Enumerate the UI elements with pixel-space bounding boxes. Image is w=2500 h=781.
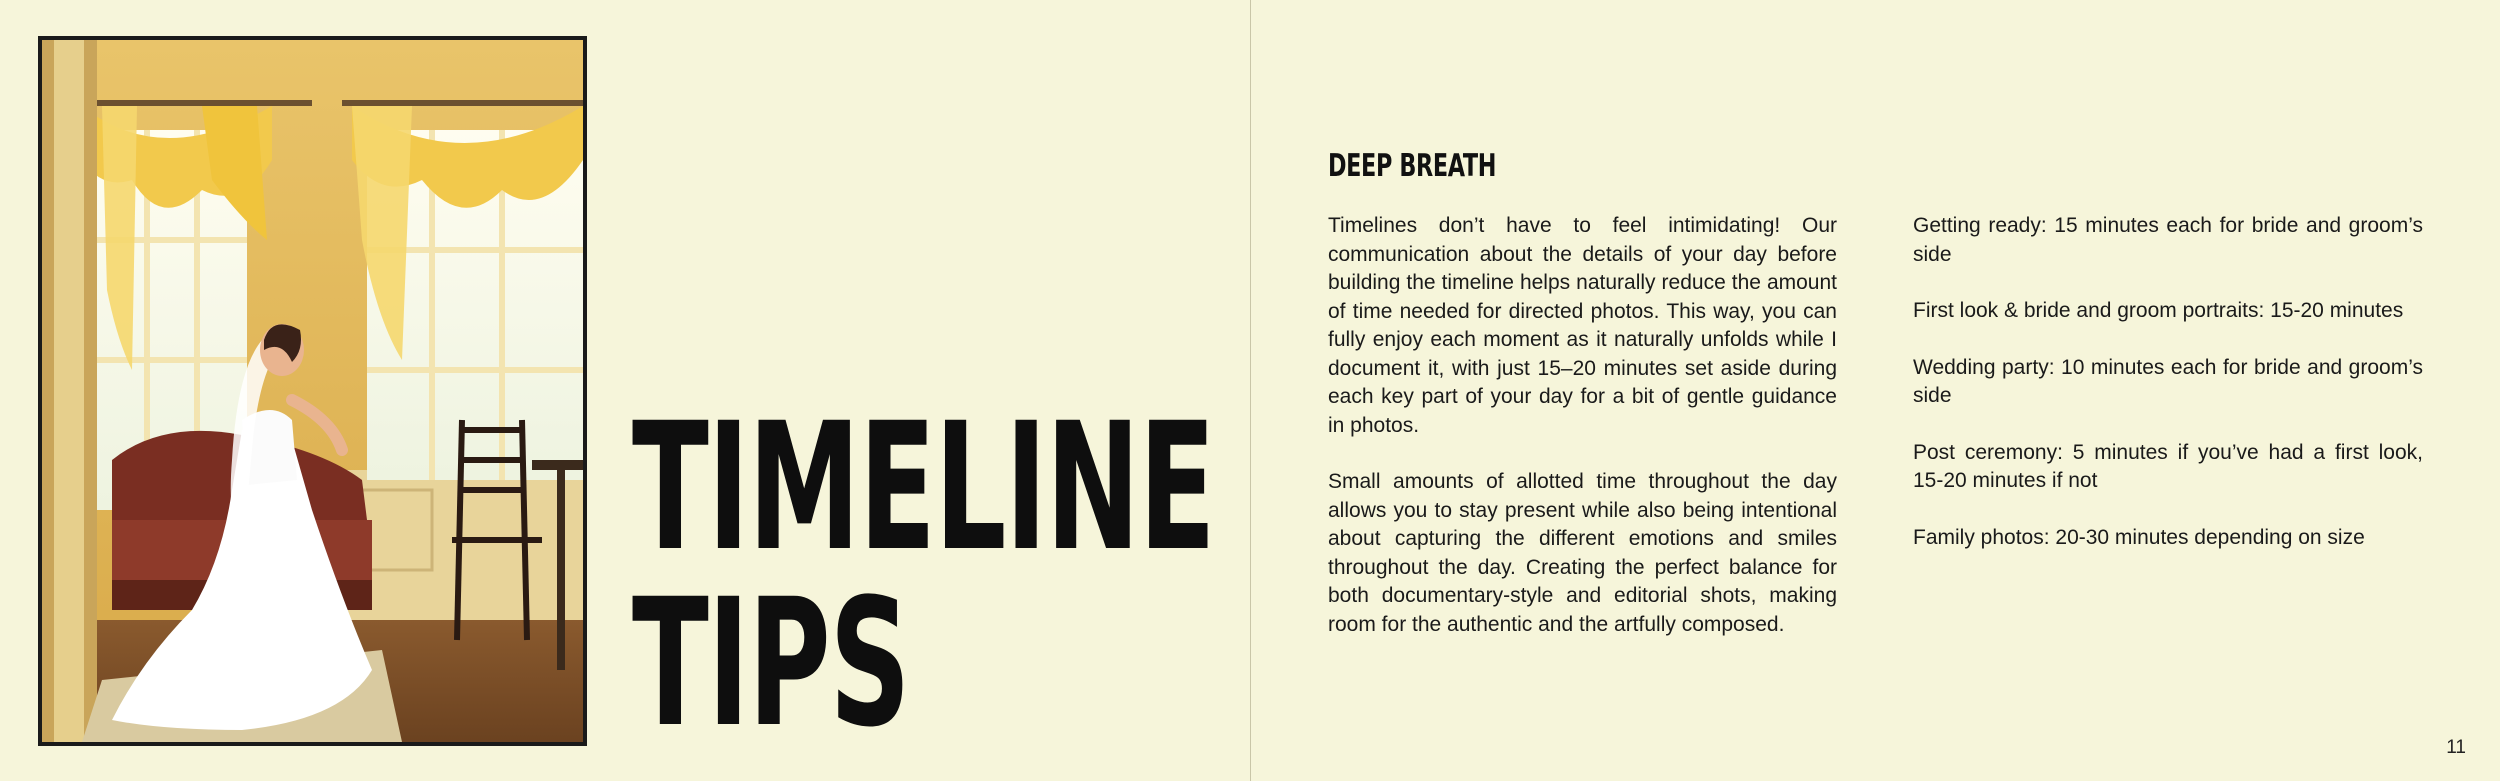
time-item-family-photos: Family photos: 20-30 minutes depending on size <box>1913 525 2365 549</box>
page-number: 11 <box>2446 737 2466 758</box>
time-item-wedding-party: Wedding party: 10 minutes each for bride and groom’s side <box>1913 355 2423 407</box>
page-title <box>632 385 1215 766</box>
time-item-first-look: First look & bride and groom portraits: 15-20 minutes <box>1913 299 2404 322</box>
bride-photo-image <box>42 40 583 742</box>
page-title-line-2: TIPS <box>632 561 910 766</box>
time-allotment-list <box>1913 212 2423 580</box>
body-paragraph-2: Small amounts of allotted time throughout the day allows you to stay present while also being intentional about capturing the different emotions and smiles throughout the day. Creating the perfect balance for both documentary-style and editorial shots, making room for the authentic and the artfully composed. <box>1328 470 1837 636</box>
page-title-line-1: TIMELINE <box>632 385 1215 590</box>
time-item-post-ceremony: Post ceremony: 5 minutes if you’ve had a first look, 15-20 minutes if not <box>1913 440 2423 492</box>
time-item-getting-ready: Getting ready: 15 minutes each for bride and groom’s side <box>1913 214 2423 266</box>
right-page <box>1251 0 2500 781</box>
body-text-column <box>1328 212 1837 667</box>
bride-photo <box>38 36 587 746</box>
section-heading: DEEP BREATH <box>1328 148 1497 184</box>
body-paragraph-1: Timelines don’t have to feel intimidating! Our communication about the details of your day before building the timeline helps naturally reduce the amount of time needed for directed photos. This way, you can fully enjoy each moment as it naturally unfolds while I document it, with just 15–20 minutes set aside during each key part of your day for a bit of gentle guidance in photos. <box>1328 214 1837 437</box>
